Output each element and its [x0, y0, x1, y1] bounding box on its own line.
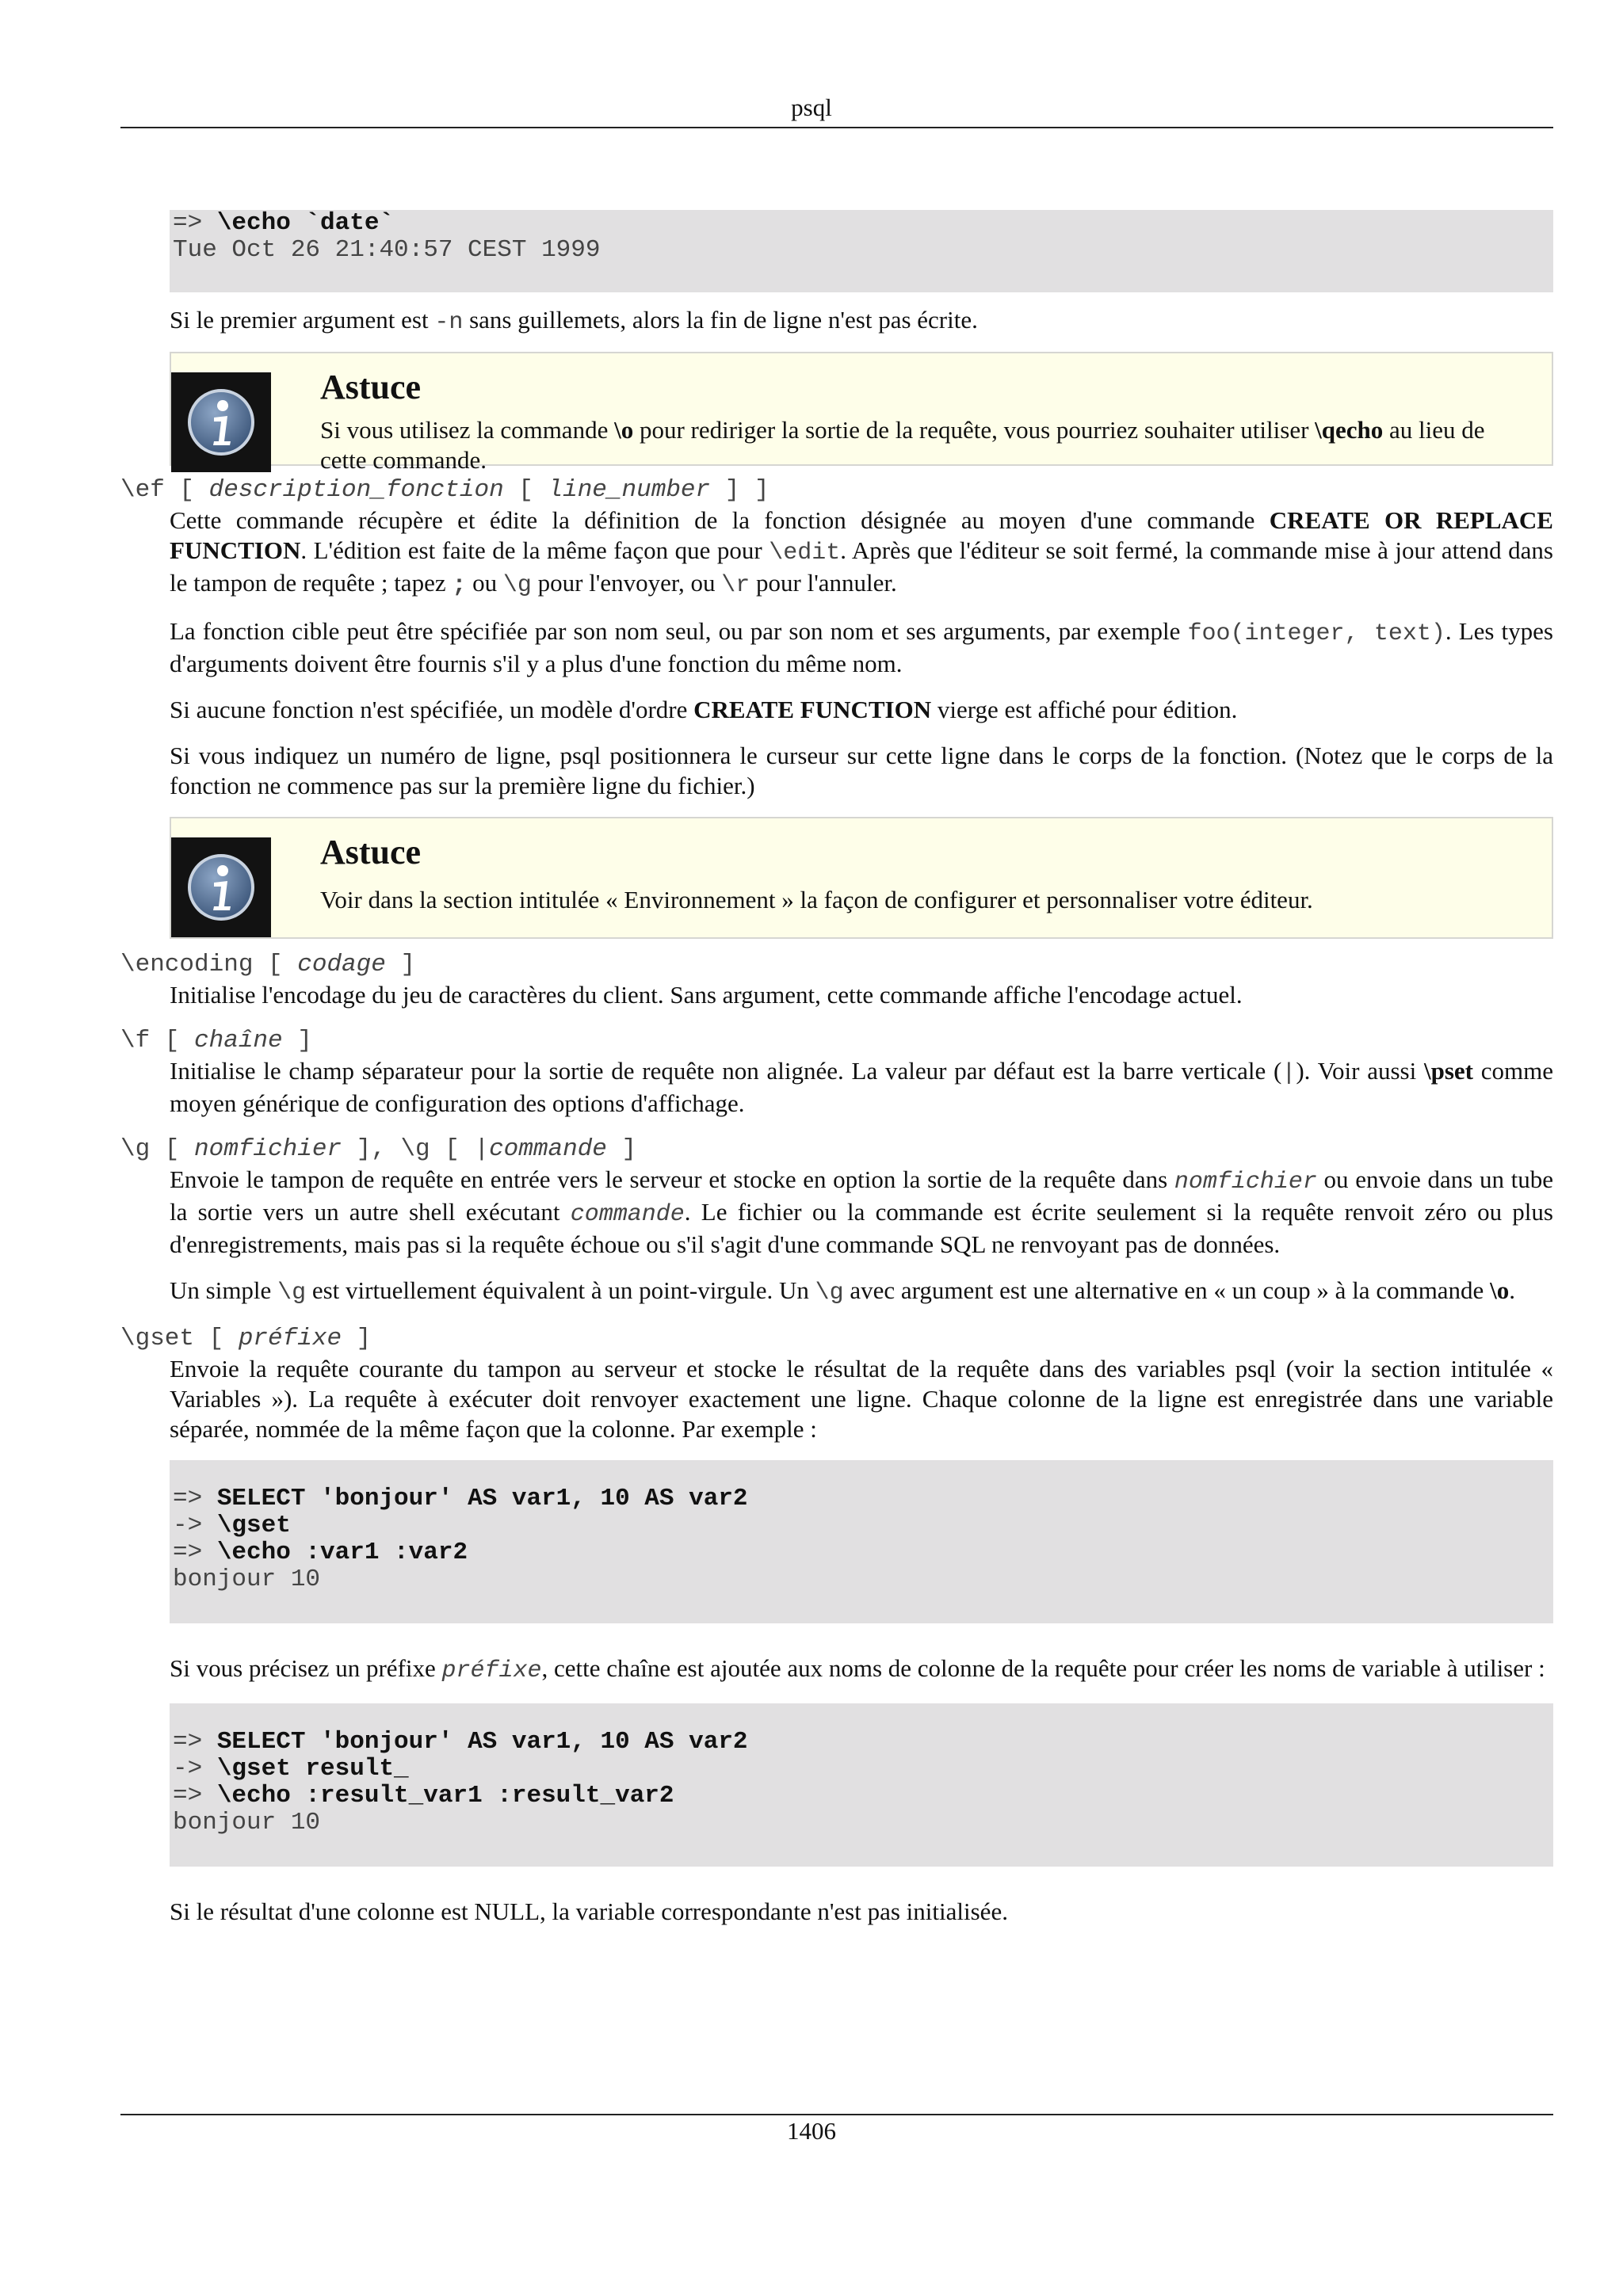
term-command: \ef [ [120, 476, 209, 504]
term-arg: codage [297, 951, 386, 978]
text: . Le fichier ou la commande est écrite seulement si la requête renvoit zéro ou plus d'enregistrements, mais pas si la requête échoue ou s'il s'agit d'une commande SQL ne renvoyant pas de données. [170, 1198, 1553, 1258]
term-syntax: ], \g [ | [342, 1135, 490, 1163]
bold-text: \qecho [1315, 416, 1384, 444]
paragraph-f [170, 1056, 1553, 1119]
code-prompt: => [173, 209, 217, 237]
inline-code: | [1281, 1060, 1296, 1087]
bold-text: \pset [1424, 1057, 1473, 1085]
code-prompt: => [173, 1728, 217, 1756]
text: . [1509, 1276, 1515, 1304]
paragraph-encoding: Initialise l'encodage du jeu de caractères du client. Sans argument, cette commande affiche l'encodage actuel. [170, 981, 1243, 1009]
code-output: bonjour 10 [173, 1566, 321, 1593]
bold-text: CREATE FUNCTION [693, 696, 932, 723]
code-output: Tue Oct 26 21:40:57 CEST 1999 [173, 236, 601, 264]
info-icon [171, 837, 271, 937]
inline-code: -n [434, 309, 464, 336]
term-syntax: ] [385, 951, 416, 978]
term-ef [120, 475, 1553, 505]
bold-text: CREATE OR REPLACE FUNCTION [170, 506, 1553, 564]
term-syntax: ] [606, 1135, 637, 1163]
bold-text: \o [614, 416, 634, 444]
text: Si vous utilisez la commande [320, 416, 615, 444]
text: pour rediriger la sortie de la requête, vous pourriez souhaiter utiliser [633, 416, 1316, 444]
paragraph-gset-2 [170, 1653, 1553, 1686]
term-syntax: ] ] [710, 476, 769, 504]
code-block-echo-date [170, 210, 1553, 292]
text: pour l'annuler. [750, 569, 897, 597]
paragraph-ef-4: Si vous indiquez un numéro de ligne, psql positionnera le curseur sur cette ligne dans le corps de la fonction. (Notez que le corps de la fonction ne commence pas sur la première ligne du fichier.) [170, 742, 1553, 799]
text: Si vous précisez un préfixe [170, 1654, 442, 1682]
inline-code: \g [502, 572, 532, 599]
code-command: \echo `date` [216, 209, 395, 237]
text: sans guillemets, alors la fin de ligne n'est pas écrite. [463, 306, 978, 334]
paragraph-gset-1: Envoie la requête courante du tampon au serveur et stocke le résultat de la requête dans des variables psql (voir la section intitulée « Variables »). La requête à exécuter doit renvoyer exactement une ligne. Chaque colonne de la ligne est enregistrée dans une variable séparée, nommée de la même façon que la colonne. Par exemple : [170, 1355, 1553, 1443]
inline-code: préfixe [441, 1657, 542, 1684]
text: vierge est affiché pour édition. [931, 696, 1238, 723]
text: , cette chaîne est ajoutée aux noms de colonne de la requête pour créer les noms de variable à utiliser : [541, 1654, 1545, 1682]
page-number: 1406 [787, 2117, 836, 2145]
header-rule [120, 127, 1553, 128]
inline-code: ; [452, 572, 467, 599]
inline-code: nomfichier [1174, 1169, 1317, 1196]
bold-text: \o [1490, 1276, 1510, 1304]
info-icon [171, 372, 271, 472]
paragraph-ef-2 [170, 616, 1553, 679]
tip-body [320, 415, 1536, 475]
paragraph-g-1 [170, 1165, 1553, 1260]
code-prompt: => [173, 1485, 217, 1512]
text: au lieu de cette commande. [320, 416, 1485, 474]
text: Un simple [170, 1276, 278, 1304]
inline-code: \g [277, 1280, 307, 1306]
text: est virtuellement équivalent à un point-virgule. Un [306, 1276, 815, 1304]
text: ). Voir aussi [1296, 1057, 1424, 1085]
tip-box-editor [170, 817, 1553, 939]
inline-code: foo(integer, text) [1187, 620, 1445, 647]
paragraph-ef-1 [170, 505, 1553, 601]
term-arg: description_fonction [208, 476, 504, 504]
code-block-gset-prefix [170, 1703, 1553, 1867]
term-arg: préfixe [238, 1325, 342, 1352]
text: ou [466, 569, 503, 597]
term-arg: line_number [548, 476, 711, 504]
text: Initialise le champ séparateur pour la sortie de requête non alignée. La valeur par défaut est la barre verticale ( [170, 1057, 1282, 1085]
text: . Les types d'arguments doivent être fournis s'il y a plus d'une fonction du même nom. [170, 617, 1553, 677]
paragraph-gset-3: Si le résultat d'une colonne est NULL, la variable correspondante n'est pas initialisée. [170, 1897, 1008, 1925]
page-header-title: psql [791, 93, 832, 121]
term-command: \encoding [ [120, 951, 298, 978]
term-syntax: ] [282, 1027, 312, 1055]
text: . Après que l'éditeur se soit fermé, la commande mise à jour attend dans le tampon de requête ; tapez [170, 536, 1553, 597]
code-command: \gset result_ [216, 1755, 409, 1783]
text: Envoie le tampon de requête en entrée vers le serveur et stocke en option la sortie de la requête dans [170, 1165, 1174, 1193]
inline-code: \r [721, 572, 750, 599]
inline-code: \edit [769, 540, 841, 566]
term-encoding [120, 950, 1553, 980]
text: Cette commande récupère et édite la définition de la fonction désignée au moyen d'une commande [170, 506, 1270, 534]
inline-code: commande [570, 1201, 685, 1228]
term-f [120, 1026, 1553, 1056]
tip-body: Voir dans la section intitulée « Environnement » la façon de configurer et personnaliser votre éditeur. [320, 886, 1313, 913]
tip-title: Astuce [320, 368, 422, 406]
code-prompt: => [173, 1782, 217, 1810]
term-command: \gset [ [120, 1325, 239, 1352]
text: avec argument est une alternative en « un coup » à la commande [843, 1276, 1491, 1304]
term-syntax: ] [342, 1325, 372, 1352]
text: Si le premier argument est [170, 306, 435, 334]
code-output: bonjour 10 [173, 1809, 321, 1836]
code-prompt: => [173, 1539, 217, 1566]
text: ou envoie dans un tube la sortie vers un autre shell exécutant [170, 1165, 1553, 1226]
code-command: \echo :result_var1 :result_var2 [216, 1782, 674, 1810]
term-command: \f [ [120, 1027, 195, 1055]
code-block-gset [170, 1460, 1553, 1623]
text: Si aucune fonction n'est spécifiée, un modèle d'ordre [170, 696, 694, 723]
page-content [120, 210, 1553, 1927]
text: comme moyen générique de configuration des options d'affichage. [170, 1057, 1554, 1117]
code-command: SELECT 'bonjour' AS var1, 10 AS var2 [216, 1728, 748, 1756]
paragraph-ef-3 [170, 695, 1553, 725]
paragraph-echo-n [170, 305, 1553, 338]
footer-rule [120, 2114, 1553, 2115]
term-command: \g [ [120, 1135, 195, 1163]
inline-code: \g [815, 1280, 844, 1306]
code-prompt: -> [173, 1755, 217, 1783]
term-gset [120, 1324, 1553, 1354]
tip-title: Astuce [320, 833, 422, 871]
text: pour l'envoyer, ou [531, 569, 722, 597]
term-g [120, 1135, 1553, 1165]
tip-box-qecho [170, 352, 1553, 474]
term-arg: commande [489, 1135, 607, 1163]
code-command: SELECT 'bonjour' AS var1, 10 AS var2 [216, 1485, 748, 1512]
term-arg: nomfichier [194, 1135, 342, 1163]
paragraph-g-2 [170, 1276, 1553, 1308]
text: . L'édition est faite de la même façon que pour [300, 536, 769, 564]
code-prompt: -> [173, 1512, 217, 1539]
term-arg: chaîne [194, 1027, 283, 1055]
code-command: \echo :var1 :var2 [216, 1539, 468, 1566]
text: La fonction cible peut être spécifiée par son nom seul, ou par son nom et ses arguments, par exemple [170, 617, 1188, 645]
term-syntax: [ [503, 476, 548, 504]
code-command: \gset [216, 1512, 291, 1539]
